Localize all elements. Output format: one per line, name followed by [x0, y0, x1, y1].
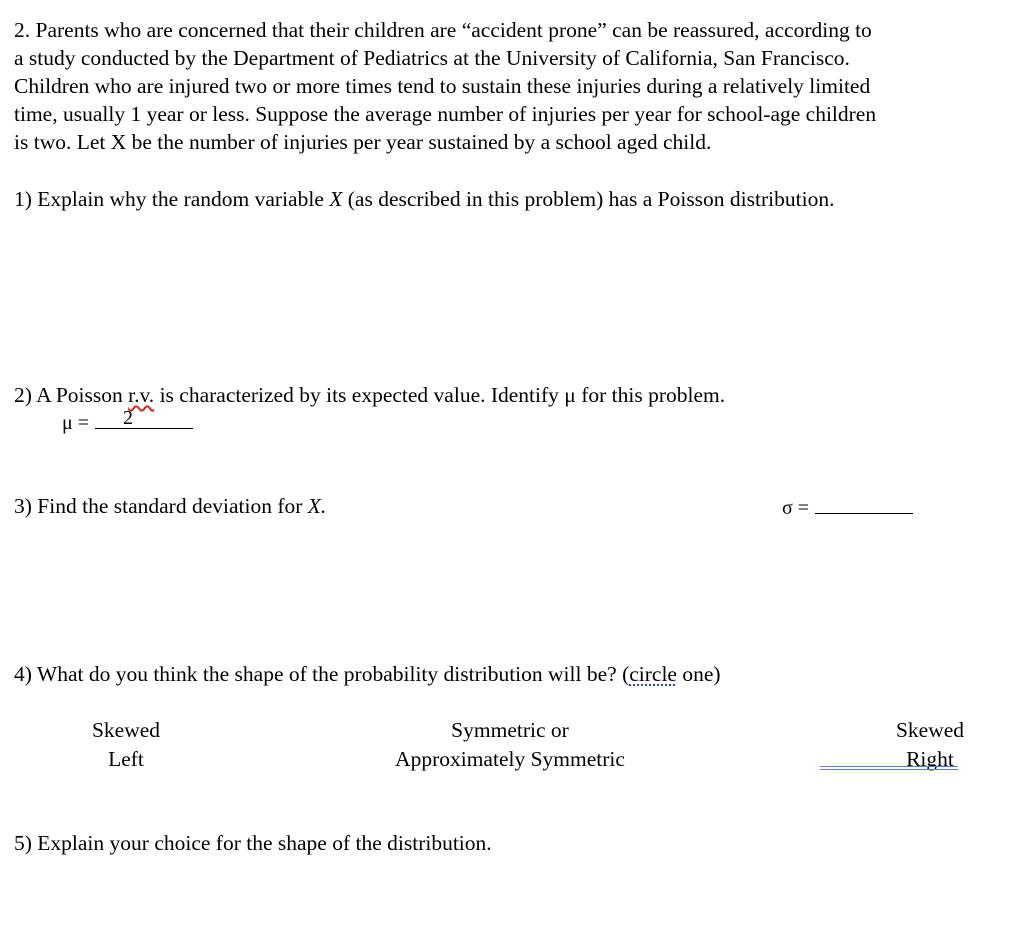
- problem-intro: [14, 16, 996, 156]
- question-3: [14, 492, 326, 520]
- sigma-answer-blank[interactable]: [815, 495, 913, 514]
- mu-answer-blank[interactable]: [95, 407, 193, 429]
- skewed-right-underline-double: [820, 769, 958, 770]
- option-symmetric-line1: Symmetric or: [451, 718, 569, 742]
- intro-line: is two. Let X be the number of injuries per year sustained by a school aged child.: [14, 130, 712, 154]
- question-2-prefix: 2) A Poisson: [14, 383, 129, 407]
- question-2: [14, 381, 725, 409]
- question-5-text: 5) Explain your choice for the shape of the distribution.: [14, 831, 492, 855]
- question-1: [14, 185, 834, 213]
- intro-line: Children who are injured two or more times tend to sustain these injuries during a relatively limited: [14, 74, 871, 98]
- option-skewed-left-line1: Skewed: [91, 718, 161, 742]
- question-4: [14, 660, 721, 688]
- option-symmetric[interactable]: [370, 716, 650, 774]
- skewed-right-underline: [820, 766, 958, 767]
- intro-line: 2. Parents who are concerned that their children are “accident prone” can be reassured, according to: [14, 18, 872, 42]
- question-2-suffix: is characterized by its expected value. Identify μ for this problem.: [154, 383, 726, 407]
- intro-line: time, usually 1 year or less. Suppose the average number of injuries per year for school-age children: [14, 102, 877, 126]
- question-1-variable: X: [329, 187, 343, 211]
- sigma-answer-line: [782, 494, 913, 522]
- question-4-prefix: 4) What do you think the shape of the probability distribution will be? (: [14, 662, 630, 686]
- option-skewed-right-line1: Skewed: [895, 718, 965, 742]
- intro-line: a study conducted by the Department of Pediatrics at the University of California, San Francisco.: [14, 46, 850, 70]
- question-4-circle-word: circle: [629, 662, 677, 686]
- question-4-suffix: one): [676, 662, 721, 686]
- question-2-rv: r.v.: [128, 383, 155, 407]
- question-1-prefix: 1) Explain why the random variable: [14, 187, 330, 211]
- option-skewed-right-line2: Right: [906, 747, 954, 771]
- question-3-prefix: 3) Find the standard deviation for: [14, 494, 308, 518]
- option-symmetric-line2: Approximately Symmetric: [395, 747, 625, 771]
- option-skewed-left[interactable]: [76, 716, 176, 774]
- question-5: [14, 829, 492, 857]
- mu-answer-line: [62, 409, 193, 437]
- question-3-variable: X.: [307, 494, 327, 518]
- sigma-label: σ =: [782, 497, 810, 519]
- option-skewed-left-line2: Left: [108, 747, 144, 771]
- mu-answer-value: 2: [123, 407, 134, 429]
- question-1-suffix: (as described in this problem) has a Poisson distribution.: [342, 187, 835, 211]
- mu-label: μ =: [62, 412, 90, 434]
